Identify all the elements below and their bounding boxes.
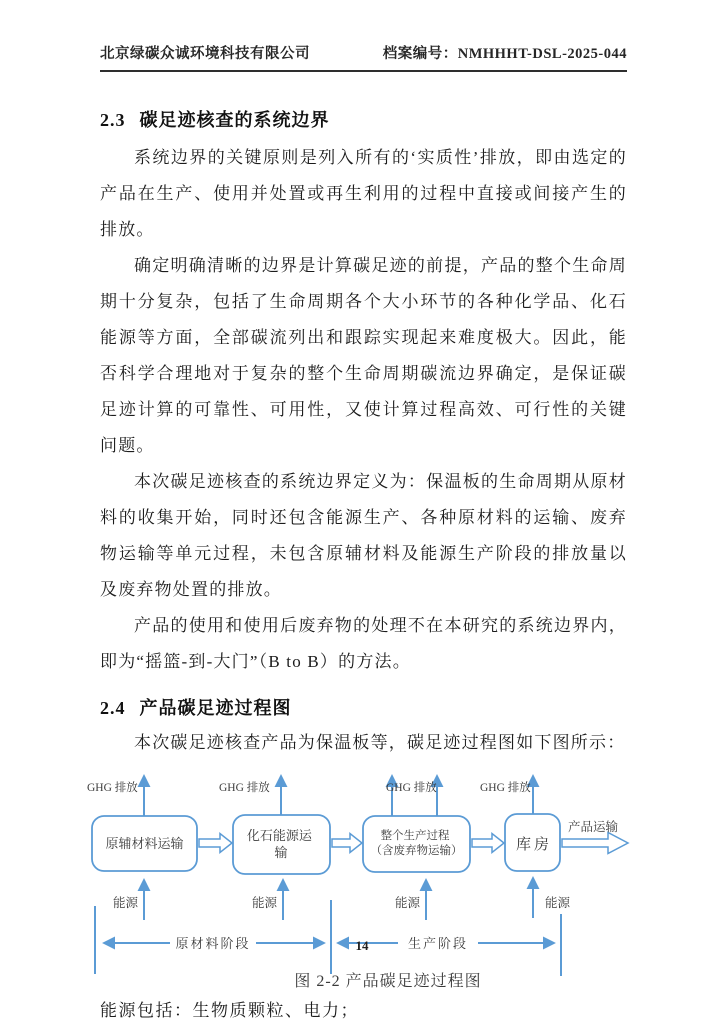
section-2-3-title: 碳足迹核查的系统边界: [139, 110, 330, 130]
energy-label-3: 能源: [394, 896, 420, 910]
flow-arrow-2: [332, 834, 362, 853]
section-2-3-heading: [100, 106, 627, 132]
energy-note: 能源包括：生物质颗粒、电力；: [100, 1001, 359, 1020]
section-2-4-number: 2.4: [100, 698, 126, 718]
page-header: [100, 42, 627, 72]
header-company: 北京绿碳众诚环境科技有限公司: [100, 46, 310, 62]
page-content: [87, 96, 627, 1021]
carbon-footprint-process-diagram: [75, 762, 675, 992]
diagram-caption: 图 2-2 产品碳足迹过程图: [294, 973, 482, 990]
product-output-arrow: [562, 833, 628, 854]
ghg-emission-label-4: GHG 排放: [480, 782, 531, 794]
energy-label-1: 能源: [112, 896, 138, 910]
diagram-intro-paragraph: 本次碳足迹核查产品为保温板等，碳足迹过程图如下图所示：: [134, 733, 626, 752]
section-2-4-heading: [100, 694, 627, 720]
box-label-fossil-energy-transport: 化石能源运 输: [246, 828, 312, 860]
page-number: 14: [355, 938, 369, 953]
ghg-emission-label-2: GHG 排放: [219, 782, 270, 794]
box-label-production-process: 整个生产过程 （含废弃物运输）: [370, 830, 463, 857]
ghg-emission-label-3: GHG 排放: [386, 782, 437, 794]
energy-label-4: 能源: [545, 896, 571, 910]
flow-arrow-1: [199, 834, 232, 853]
product-transport-label: 产品运输: [568, 820, 619, 834]
header-file-number: 档案编号：NMHHHT-DSL-2025-044: [382, 46, 627, 62]
stage-label-production: 生产阶段: [407, 936, 469, 951]
box-label-warehouse: 库房: [515, 837, 553, 853]
paragraph-b-to-b-method: 产品的使用和使用后废弃物的处理不在本研究的系统边界内，即为“摇篮-到-大门”（B to B）的方法。: [100, 616, 627, 671]
box-label-raw-material-transport: 原辅材料运输: [105, 836, 184, 851]
stage-label-raw-material: 原材料阶段: [175, 936, 251, 951]
flow-arrow-3: [472, 834, 504, 853]
paragraph-system-boundary-principle: 系统边界的关键原则是列入所有的‘实质性’排放，即由选定的产品在生产、使用并处置或再生利用的过程中直接或间接产生的排放。: [100, 148, 627, 239]
energy-label-2: 能源: [251, 896, 277, 910]
paragraph-boundary-definition: 本次碳足迹核查的系统边界定义为：保温板的生命周期从原材料的收集开始，同时还包含能源生产、各种原材料的运输、废弃物运输等单元过程，未包含原辅材料及能源生产阶段的排放量以及废弃物处置的排放。: [100, 472, 627, 599]
section-2-3-number: 2.3: [100, 110, 126, 130]
paragraph-boundary-complexity: 确定明确清晰的边界是计算碳足迹的前提，产品的整个生命周期十分复杂，包括了生命周期各个大小环节的各种化学品、化石能源等方面，全部碳流列出和跟踪实现起来难度极大。因此，能否科学合理地对于复杂的整个生命周期碳流边界确定，是保证碳足迹计算的可靠性、可用性，又使计算过程高效、可行性的关键问题。: [100, 256, 627, 455]
ghg-emission-label-1: GHG 排放: [87, 782, 138, 794]
section-2-4-title: 产品碳足迹过程图: [139, 698, 292, 718]
process-box-production-process: [363, 816, 470, 872]
